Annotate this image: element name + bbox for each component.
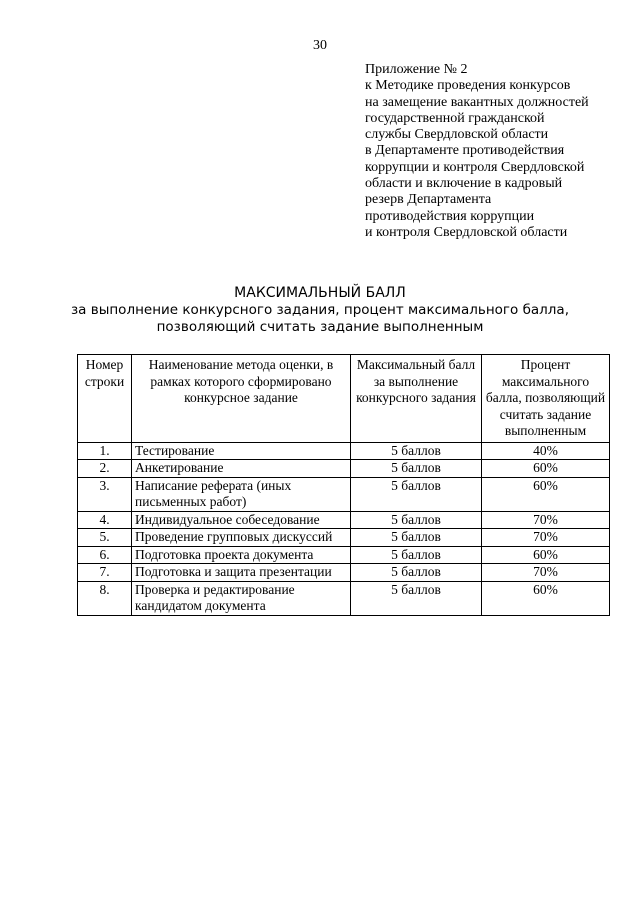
document-title: [0, 285, 640, 336]
row-method: Подготовка и защита презентации: [132, 564, 351, 582]
appendix-line: к Методике проведения конкурсов: [365, 78, 571, 94]
table-row: [78, 477, 610, 511]
appendix-line: в Департаменте противодействия: [365, 143, 565, 159]
row-percent: 70%: [482, 529, 610, 547]
appendix-line: области и включение в кадровый: [365, 176, 563, 192]
row-number: 8.: [78, 581, 132, 615]
row-score: 5 баллов: [351, 477, 482, 511]
row-number: 3.: [78, 477, 132, 511]
row-number: 4.: [78, 511, 132, 529]
row-percent: 60%: [482, 581, 610, 615]
table-row: [78, 529, 610, 547]
row-method: Индивидуальное собеседование: [132, 511, 351, 529]
appendix-line: государственной гражданской: [365, 110, 545, 126]
row-method: Тестирование: [132, 442, 351, 460]
appendix-line: резерв Департамента: [365, 192, 492, 208]
page-number: 30: [313, 38, 327, 53]
appendix-line: на замещение вакантных должностей: [365, 94, 589, 110]
header-row-number: [78, 355, 132, 443]
appendix-line: Приложение № 2: [365, 62, 468, 77]
title-main: МАКСИМАЛЬНЫЙ БАЛЛ: [234, 285, 406, 301]
header-row-number-line2: строки: [84, 373, 125, 389]
title-subtitle-line1: за выполнение конкурсного задания, процент максимального балла,: [71, 302, 569, 318]
row-method: Проведение групповых дискуссий: [132, 529, 351, 547]
row-number: 1.: [78, 442, 132, 460]
table-row: [78, 460, 610, 478]
table-header-row: [78, 355, 610, 443]
header-row-number-line1: Номер: [85, 357, 124, 372]
row-percent: 60%: [482, 546, 610, 564]
row-score: 5 баллов: [351, 564, 482, 582]
row-score: 5 баллов: [351, 546, 482, 564]
row-percent: 60%: [482, 477, 610, 511]
row-score: 5 баллов: [351, 442, 482, 460]
row-number: 7.: [78, 564, 132, 582]
header-method: Наименование метода оценки, в рамках которого сформировано конкурсное задание: [132, 355, 351, 443]
header-max-score: Максимальный балл за выполнение конкурсного задания: [351, 355, 482, 443]
header-percent: Процент максимального балла, позволяющий считать задание выполненным: [482, 355, 610, 443]
appendix-line: противодействия коррупции: [365, 208, 535, 224]
table-row: [78, 564, 610, 582]
row-number: 5.: [78, 529, 132, 547]
row-percent: 60%: [482, 460, 610, 478]
appendix-header: [365, 62, 630, 241]
row-number: 6.: [78, 546, 132, 564]
table-row: [78, 511, 610, 529]
row-score: 5 баллов: [351, 529, 482, 547]
row-method: Написание реферата (иных письменных работ): [132, 477, 351, 511]
appendix-line: службы Свердловской области: [365, 127, 549, 143]
scores-table: [77, 354, 610, 616]
row-number: 2.: [78, 460, 132, 478]
table-row: [78, 546, 610, 564]
row-method: Анкетирование: [132, 460, 351, 478]
table-row: [78, 581, 610, 615]
appendix-line: и контроля Свердловской области: [365, 224, 568, 240]
row-score: 5 баллов: [351, 460, 482, 478]
row-method: Подготовка проекта документа: [132, 546, 351, 564]
row-method: Проверка и редактирование кандидатом документа: [132, 581, 351, 615]
table-row: [78, 442, 610, 460]
row-percent: 70%: [482, 564, 610, 582]
appendix-line: коррупции и контроля Свердловской: [365, 159, 585, 175]
row-score: 5 баллов: [351, 581, 482, 615]
row-percent: 40%: [482, 442, 610, 460]
row-score: 5 баллов: [351, 511, 482, 529]
title-subtitle-line2: позволяющий считать задание выполненным: [156, 319, 484, 335]
row-percent: 70%: [482, 511, 610, 529]
